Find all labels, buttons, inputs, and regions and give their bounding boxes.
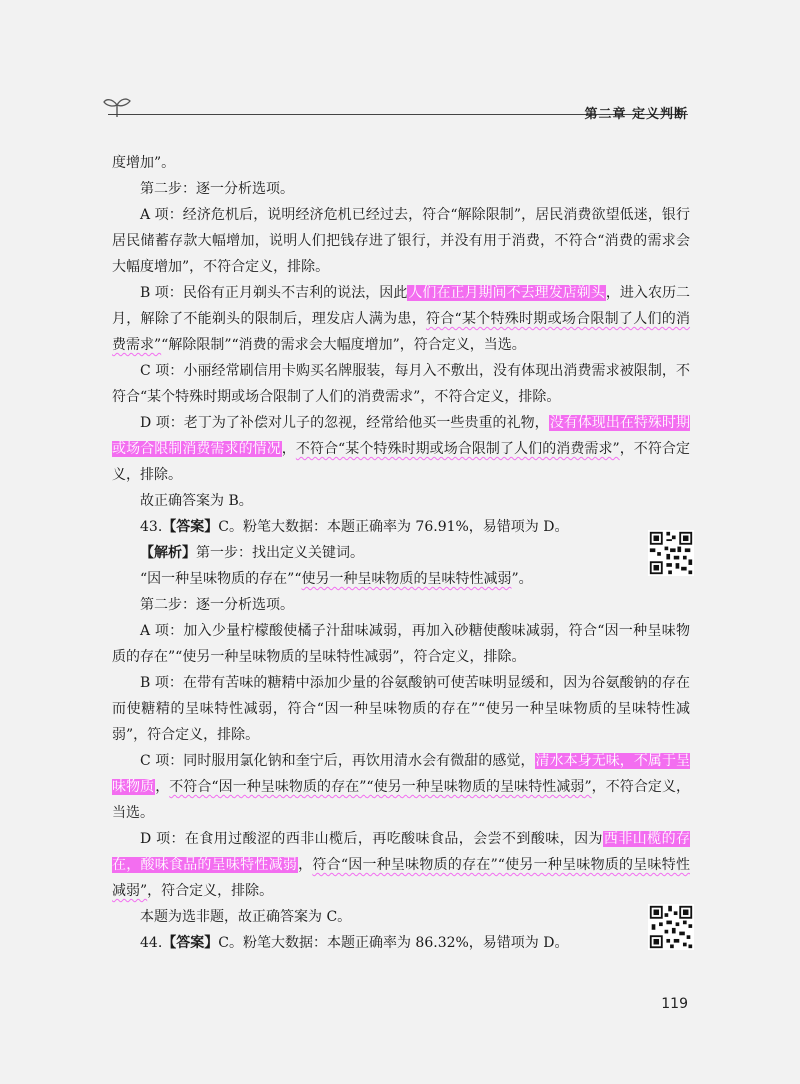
q43-option-a: A 项：加入少量柠檬酸使橘子汁甜味减弱，再加入砂糖使酸味减弱，符合“因一种呈味物质的存在”“使另一种呈味物质的呈味特性减弱”，符合定义，排除。 xyxy=(112,623,690,665)
wavy-underline: 符合“因一种呈味物质的存在”“使另一种呈味物质的呈味特性减弱” xyxy=(112,857,690,899)
q42-continuation: 度增加”。 xyxy=(112,155,176,171)
q42-option-d: D 项：老丁为了补偿对儿子的忽视，经常给他买一些贵重的礼物，没有体现出在特殊时期或场合限制消费需求的情况，不符合“某个特殊时期或场合限制了人们的消费需求”，不符合定义，排除。 xyxy=(112,415,690,483)
page-content xyxy=(112,150,690,956)
qr-code-icon[interactable] xyxy=(648,530,694,576)
q42-option-b: B 项：民俗有正月剃头不吉利的说法，因此人们在正月期间不去理发店剃头，进入农历二月，解除了不能剃头的限制后，理发店人满为患，符合“某个特殊时期或场合限制了人们的消费需求”“解除限制”“消费的需求会大幅度增加”，符合定义，当选。 xyxy=(112,285,691,353)
q43-analysis: 【解析】第一步：找出定义关键词。 xyxy=(140,545,364,561)
highlight: 西非山榄的存在，酸味食品的呈味特性减弱 xyxy=(112,831,690,873)
highlight: 没有体现出在特殊时期或场合限制消费需求的情况 xyxy=(112,415,690,457)
page-number: 119 xyxy=(661,996,688,1012)
q43-keywords: “因一种呈味物质的存在”“使另一种呈味物质的呈味特性减弱”。 xyxy=(140,571,533,587)
q42-conclusion: 故正确答案为 B。 xyxy=(140,493,253,509)
q42-option-a: A 项：经济危机后，说明经济危机已经过去，符合“解除限制”，居民消费欲望低迷，银行居民储蓄存款大幅增加，说明人们把钱存进了银行，并没有用于消费，不符合“消费的需求会大幅度增加”，不符合定义，排除。 xyxy=(112,207,690,275)
sprout-icon xyxy=(102,95,132,119)
q43-option-c: C 项：同时服用氯化钠和奎宁后，再饮用清水会有微甜的感觉，清水本身无味，不属于呈味物质，不符合“因一种呈味物质的存在”“使另一种呈味物质的呈味特性减弱”，不符合定义，当选。 xyxy=(112,753,691,821)
highlight: 人们在正月期间不去理发店剃头 xyxy=(408,285,605,301)
wavy-underline: 符合“某个特殊时期或场合限制了人们的消费需求” xyxy=(112,311,691,353)
qr-code-icon[interactable] xyxy=(648,904,694,950)
wavy-underline: 不符合“因一种呈味物质的存在”“使另一种呈味物质的呈味特性减弱” xyxy=(169,779,592,795)
q43-option-b: B 项：在带有苦味的糖精中添加少量的谷氨酸钠可使苦味明显缓和，因为谷氨酸钠的存在而使糖精的呈味特性减弱，符合“因一种呈味物质的存在”“使另一种呈味物质的呈味特性减弱”，符合定义，排除。 xyxy=(112,675,690,743)
q42-step2: 第二步：逐一分析选项。 xyxy=(140,181,294,197)
wavy-underline: 不符合“某个特殊时期或场合限制了人们的消费需求” xyxy=(295,441,620,457)
highlight: 清水本身无味，不属于呈味物质 xyxy=(112,753,690,795)
q43-step2: 第二步：逐一分析选项。 xyxy=(140,597,294,613)
q43-answer: 43.【答案】C。粉笔大数据：本题正确率为 76.91%，易错项为 D。 xyxy=(140,519,569,535)
q43-option-d: D 项：在食用过酸涩的西非山榄后，再吃酸味食品，会尝不到酸味，因为西非山榄的存在，酸味食品的呈味特性减弱，符合“因一种呈味物质的存在”“使另一种呈味物质的呈味特性减弱”，符合定义，排除。 xyxy=(112,831,690,899)
q42-option-c: C 项：小丽经常刷信用卡购买名牌服装，每月入不敷出，没有体现出消费需求被限制，不符合“某个特殊时期或场合限制了人们的消费需求”，不符合定义，排除。 xyxy=(112,363,690,405)
q44-answer: 44.【答案】C。粉笔大数据：本题正确率为 86.32%，易错项为 D。 xyxy=(140,935,569,951)
wavy-underline: 使另一种呈味物质的呈味特性减弱 xyxy=(301,571,512,587)
chapter-title: 第二章 定义判断 xyxy=(584,107,688,122)
q43-conclusion: 本题为选非题，故正确答案为 C。 xyxy=(140,909,352,925)
